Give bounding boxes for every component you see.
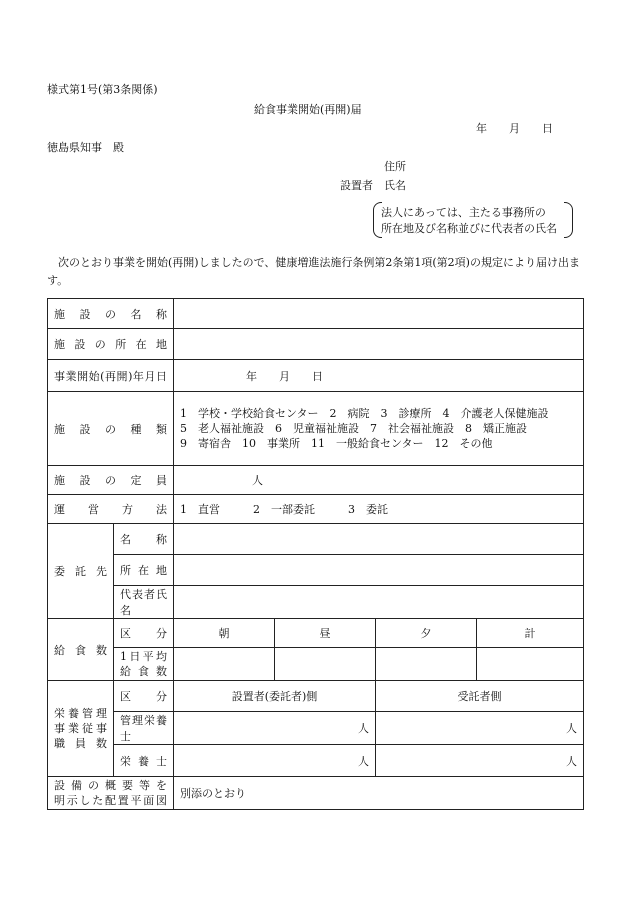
note-bracket-right <box>564 202 573 238</box>
facility-name-label: 施設の名称 <box>48 299 174 329</box>
corporate-note <box>373 202 573 238</box>
submission-date: 年 月 日 <box>476 122 553 135</box>
staff-installer-header: 設置者(委託者)側 <box>174 681 376 712</box>
staff-dietitian-installer[interactable]: 人 <box>174 745 376 777</box>
form-title: 給食事業開始(再開)届 <box>254 103 362 116</box>
staff-category-label: 区分 <box>114 681 174 712</box>
meals-noon-header: 昼 <box>275 619 376 648</box>
meals-morning-header: 朝 <box>174 619 275 648</box>
start-date-field[interactable]: 年 月 日 <box>174 360 584 392</box>
meals-daily-avg-label: 1日平均 給食数 <box>114 648 174 681</box>
meals-total-field[interactable] <box>477 648 584 681</box>
staff-dietitian-manager-installer[interactable]: 人 <box>174 712 376 745</box>
meals-category-label: 区分 <box>114 619 174 648</box>
capacity-field[interactable]: 人 <box>174 466 584 495</box>
note-line-1: 法人にあっては、主たる事務所の <box>381 206 546 219</box>
meals-morning-field[interactable] <box>174 648 275 681</box>
contractor-location-label: 所在地 <box>114 555 174 586</box>
lead-paragraph: 次のとおり事業を開始(再開)しましたので、健康増進法施行条例第2条第1項(第2項)の規定により届け出ます。 <box>47 256 580 287</box>
contractor-name-field[interactable] <box>174 524 584 555</box>
contractor-label: 委託先 <box>48 524 114 619</box>
form-number: 様式第1号(第3条関係) <box>47 83 158 96</box>
contractor-rep-label: 代表者氏名 <box>114 586 174 619</box>
facility-type-label: 施設の種類 <box>48 392 174 466</box>
facility-type-options[interactable] <box>174 392 584 466</box>
address-label: 住所 <box>384 160 406 173</box>
layout-plan-label: 設備の概要等を 明示した配置平面図 <box>48 777 174 810</box>
meals-noon-field[interactable] <box>275 648 376 681</box>
layout-plan-value: 別添のとおり <box>174 777 584 810</box>
contractor-name-label: 名称 <box>114 524 174 555</box>
facility-type-line-1: 1 学校・学校給食センター 2 病院 3 診療所 4 介護老人保健施設 <box>180 407 549 420</box>
staff-dietitian-label: 栄養士 <box>114 745 174 777</box>
meals-total-header: 計 <box>477 619 584 648</box>
meals-evening-field[interactable] <box>376 648 477 681</box>
start-date-label: 事業開始(再開)年月日 <box>48 360 174 392</box>
staff-contractor-header: 受託者側 <box>376 681 584 712</box>
management-label: 運営方法 <box>48 495 174 524</box>
facility-name-field[interactable] <box>174 299 584 329</box>
management-options[interactable]: 1 直営 2 一部委託 3 委託 <box>174 495 584 524</box>
staff-label: 栄養管理 事業従事 職員数 <box>48 681 114 777</box>
facility-type-line-2: 5 老人福祉施設 6 児童福祉施設 7 社会福祉施設 8 矯正施設 <box>180 422 527 435</box>
capacity-label: 施設の定員 <box>48 466 174 495</box>
staff-dietitian-manager-label: 管理栄養士 <box>114 712 174 745</box>
meals-label: 給食数 <box>48 619 114 681</box>
addressee: 徳島県知事 殿 <box>47 141 124 154</box>
contractor-rep-field[interactable] <box>174 586 584 619</box>
applicant-label: 設置者 氏名 <box>340 179 406 192</box>
staff-dietitian-manager-contractor[interactable]: 人 <box>376 712 584 745</box>
facility-type-line-3: 9 寄宿舎 10 事業所 11 一般給食センター 12 その他 <box>180 437 493 450</box>
facility-location-label: 施設の所在地 <box>48 329 174 360</box>
notification-form-table <box>47 298 584 810</box>
contractor-location-field[interactable] <box>174 555 584 586</box>
note-line-2: 所在地及び名称並びに代表者の氏名 <box>381 222 557 235</box>
facility-location-field[interactable] <box>174 329 584 360</box>
meals-evening-header: 夕 <box>376 619 477 648</box>
staff-dietitian-contractor[interactable]: 人 <box>376 745 584 777</box>
